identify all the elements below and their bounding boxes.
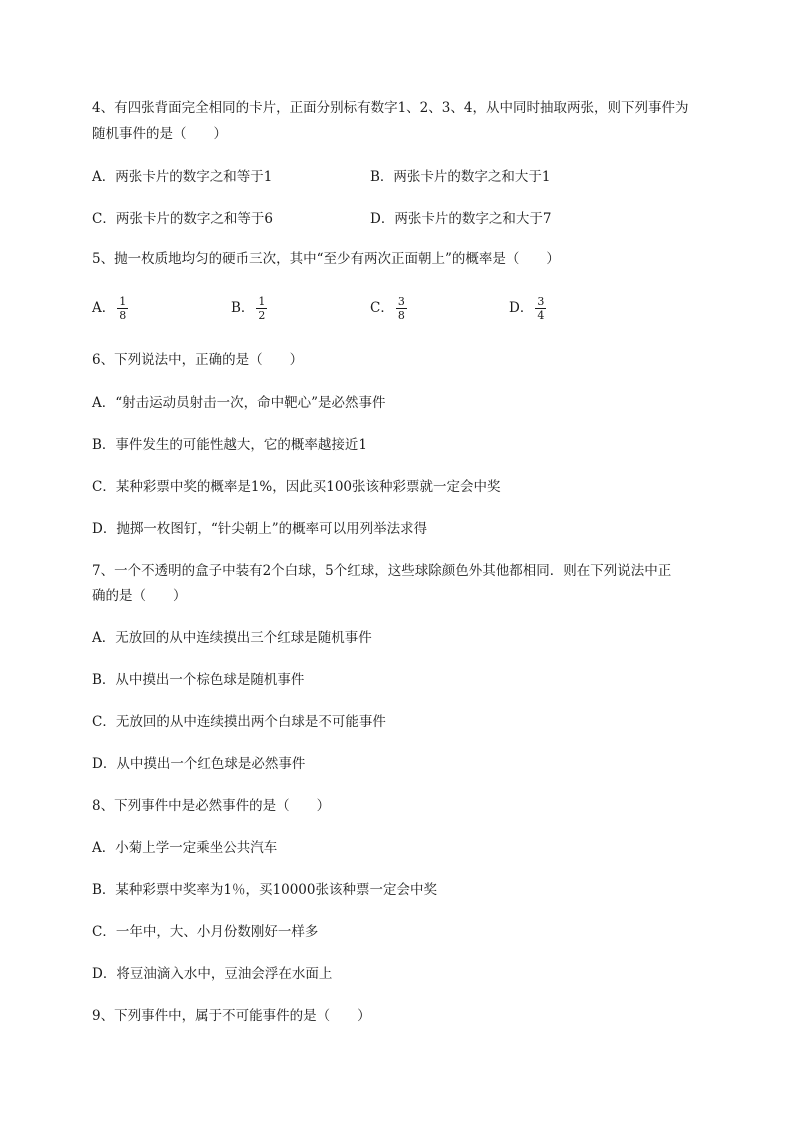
q8-option-a: A．小菊上学一定乘坐公共汽车 [92,840,278,856]
fraction-numerator: 3 [537,295,545,308]
q7-stem-line2: 确的是（ ） [92,588,187,604]
q5-option-a-label: A． [92,300,116,316]
q4-option-d: D．两张卡片的数字之和大于7 [370,211,552,227]
q8-option-d: D．将豆油滴入水中，豆油会浮在水面上 [92,966,333,982]
q5-option-c [370,295,407,322]
q7-option-b: B．从中摸出一个棕色球是随机事件 [92,672,305,688]
q6-stem: 6、下列说法中，正确的是（ ） [92,352,304,368]
fraction-numerator: 3 [397,295,405,308]
q8-stem: 8、下列事件中是必然事件的是（ ） [92,798,331,814]
q5-option-c-label: C． [370,300,394,316]
q5-option-b-fraction [256,295,267,322]
q6-option-d: D．抛掷一枚图钉，“针尖朝上”的概率可以用列举法求得 [92,521,428,537]
q7-option-c: C．无放回的从中连续摸出两个白球是不可能事件 [92,714,386,730]
fraction-denominator: 8 [119,309,127,322]
q6-option-b: B．事件发生的可能性越大，它的概率越接近1 [92,437,368,453]
q9-stem: 9、下列事件中，属于不可能事件的是（ ） [92,1008,371,1024]
q7-option-a: A．无放回的从中连续摸出三个红球是随机事件 [92,630,372,646]
q4-option-c: C．两张卡片的数字之和等于6 [92,211,273,227]
fraction-numerator: 1 [258,295,266,308]
q4-option-a: A．两张卡片的数字之和等于1 [92,169,273,185]
q5-option-b-label: B． [231,300,255,316]
fraction-denominator: 2 [258,309,266,322]
q4-stem-line2: 随机事件的是（ ） [92,126,227,142]
q5-stem: 5、抛一枚质地均匀的硬币三次，其中“至少有两次正面朝上”的概率是（ ） [92,251,560,267]
q8-option-b: B．某种彩票中奖率为1％，买10000张该种票一定会中奖 [92,882,437,898]
q5-option-c-fraction [396,295,407,322]
q4-option-b: B．两张卡片的数字之和大于1 [370,169,551,185]
q5-option-d-fraction [535,295,546,322]
q7-stem-line1: 7、一个不透明的盒子中装有2个白球，5个红球，这些球除颜色外其他都相同．则在下列说法中正 [92,563,672,579]
q7-option-d: D．从中摸出一个红色球是必然事件 [92,756,306,772]
q8-option-c: C．一年中，大、小月份数刚好一样多 [92,924,319,940]
q6-option-a: A．“射击运动员射击一次，命中靶心”是必然事件 [92,395,386,411]
fraction-denominator: 4 [537,309,545,322]
q5-option-a-fraction [117,295,128,322]
q5-option-a [92,295,128,322]
q5-option-d-label: D． [509,300,534,316]
fraction-numerator: 1 [119,295,127,308]
q6-option-c: C．某种彩票中奖的概率是1%，因此买100张该种彩票就一定会中奖 [92,479,501,495]
q5-option-b [231,295,267,322]
fraction-denominator: 8 [397,309,405,322]
q5-option-d [509,295,546,322]
q4-stem-line1: 4、有四张背面完全相同的卡片，正面分别标有数字1、2、3、4，从中同时抽取两张，则下列事件为 [92,100,689,116]
